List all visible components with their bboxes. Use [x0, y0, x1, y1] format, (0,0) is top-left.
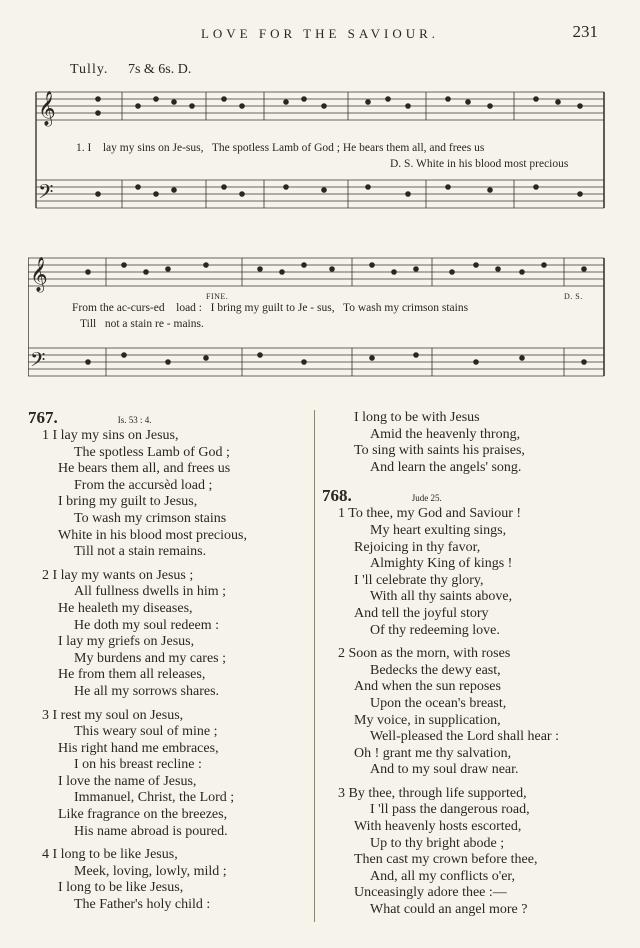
score-lyric-line-1: 1. I lay my sins on Je-sus, The spotless Lamb of God ; He bears them all, and frees us: [76, 142, 485, 154]
right-column: [322, 410, 630, 919]
hymn-number: 768.: [322, 486, 352, 506]
tune-name: Tully.: [70, 62, 109, 77]
score-lyric-line-4: Till not a stain re - mains.: [80, 318, 204, 330]
stanza-4: 4 I long to be like Jesus, Meek, loving, lowly, mild ; I long to be like Jesus, The Father's holy child :: [42, 847, 227, 913]
hymn-768: [322, 486, 630, 918]
column-divider: [314, 410, 315, 922]
scripture-reference: Is. 53 : 4.: [117, 415, 152, 425]
stanza-1: 1 I lay my sins on Jesus, The spotless Lamb of God ; He bears them all, and frees us From the accursèd load ; I bring my guilt to Jesus, To wash my crimson stains White in his blood most precious, Till not a stain remains.: [42, 428, 247, 560]
score-lyric-line-3: From the ac-curs-ed load : I bring my guilt to Je - sus, To wash my crimson stains: [72, 302, 469, 314]
svg-text:𝄢: 𝄢: [30, 348, 46, 376]
ds-marking: D. S.: [564, 292, 583, 301]
scripture-reference: Jude 25.: [411, 493, 442, 504]
svg-text:𝄞: 𝄞: [38, 91, 56, 126]
fine-marking: FINE.: [206, 292, 229, 301]
running-header: LOVE FOR THE SAVIOUR.: [200, 26, 440, 41]
stanza-3: 3 I rest my soul on Jesus, This weary soul of mine ; His right hand me embraces, I on his breast recline : I love the name of Jesus, Immanuel, Christ, the Lord ; Like fragrance on the breezes, His name abroad is poured.: [42, 707, 235, 839]
tune-meter: 7s & 6s. D.: [127, 62, 192, 77]
score-lyric-line-2: D. S. White in his blood most precious: [390, 158, 569, 170]
svg-text:𝄞: 𝄞: [30, 257, 48, 292]
stanza-1: 1 To thee, my God and Saviour ! My heart exulting sings, Rejoicing in thy favor, Almighty King of kings ! I 'll celebrate thy glory, With all thy saints above, And tell the joyful story Of thy redeeming love.: [338, 506, 522, 638]
hymn-number: 767.: [28, 408, 58, 427]
stanza-3: 3 By thee, through life supported, I 'll pass the dangerous road, With heavenly hosts escorted, Up to thy bright abode ; Then cast my crown before thee, And, all my conflicts o'er, Unceasingly adore thee :— What could an angel more ?: [338, 785, 538, 918]
music-system-1: [28, 82, 608, 242]
stanza-4-continued: I long to be with Jesus Amid the heavenly throng, To sing with saints his praises, And learn the angels' song.: [354, 410, 525, 475]
hymn-767: [28, 408, 308, 914]
svg-text:𝄢: 𝄢: [38, 180, 54, 208]
stanza-2: 2 I lay my wants on Jesus ; All fullness dwells in him ; He healeth my diseases, He doth my soul redeem : I lay my griefs on Jesus, My burdens and my cares ; He from them all releases, He all my sorrows shares.: [42, 567, 227, 699]
stanza-2: 2 Soon as the morn, with roses Bedecks the dewy east, And when the sun reposes Upon the ocean's breast, My voice, in supplication, Well-pleased the Lord shall hear : Oh ! grant me thy salvation, And to my soul draw near.: [338, 646, 559, 778]
page-number: 231: [572, 22, 598, 41]
tune-heading: [70, 62, 191, 78]
music-system-2: [28, 252, 608, 392]
